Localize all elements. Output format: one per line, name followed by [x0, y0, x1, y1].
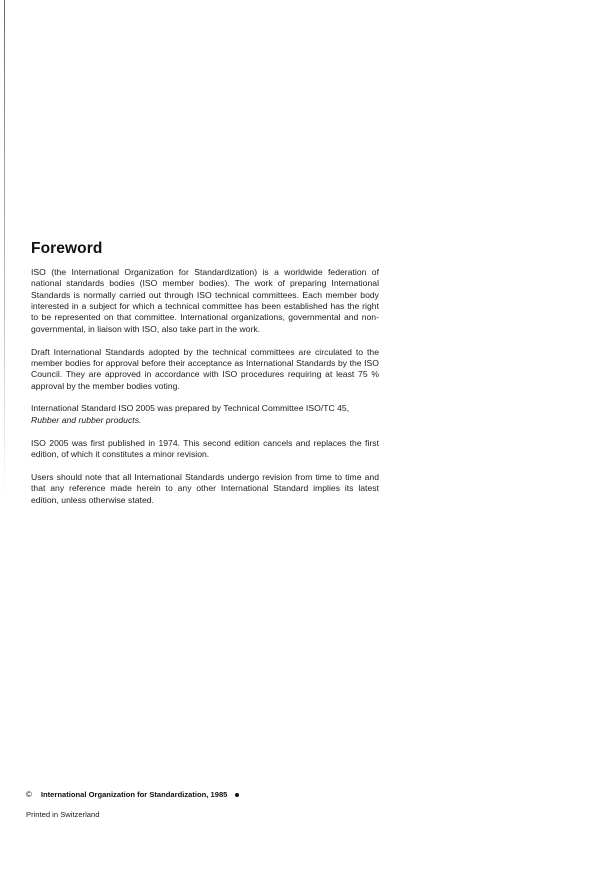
foreword-section: [31, 240, 379, 517]
paragraph-iso-intro: ISO (the International Organization for Standardization) is a worldwide federation of national standards bodies (ISO member bodies). The work of preparing International Standards is normally carried out through ISO technical committees. Each member body interested in a subject for which a technical committee has been established has the right to be represented on that committee. International organizations, governmental and non-governmental, in liaison with ISO, also take part in the work.: [31, 267, 379, 334]
printed-in: Printed in Switzerland: [26, 810, 100, 819]
copyright-icon: ©: [26, 790, 32, 799]
committee-text: International Standard ISO 2005 was prepared by Technical Committee ISO/TC 45,: [31, 403, 350, 414]
paragraph-approval: Draft International Standards adopted by the technical committees are circulated to the member bodies for approval before their acceptance as International Standards by the ISO Council. They are approved in accordance with ISO procedures requiring at least 75 % approval by the member bodies voting.: [31, 346, 379, 391]
committee-title: Rubber and rubber products.: [31, 414, 142, 425]
scan-edge-line: [4, 0, 5, 500]
paragraph-committee: [31, 403, 379, 426]
paragraph-revision-note: Users should note that all International Standards undergo revision from time to time and that any reference made herein to any other International Standard implies its latest edition, unless otherwise stated.: [31, 471, 379, 505]
paragraph-edition: ISO 2005 was first published in 1974. This second edition cancels and replaces the first edition, of which it constitutes a minor revision.: [31, 437, 379, 459]
page-title: Foreword: [31, 240, 103, 257]
page-footer: [26, 790, 426, 820]
bullet-icon: [235, 793, 239, 797]
copyright-text: International Organization for Standardization, 1985: [40, 790, 228, 799]
copyright-line: [26, 790, 426, 800]
